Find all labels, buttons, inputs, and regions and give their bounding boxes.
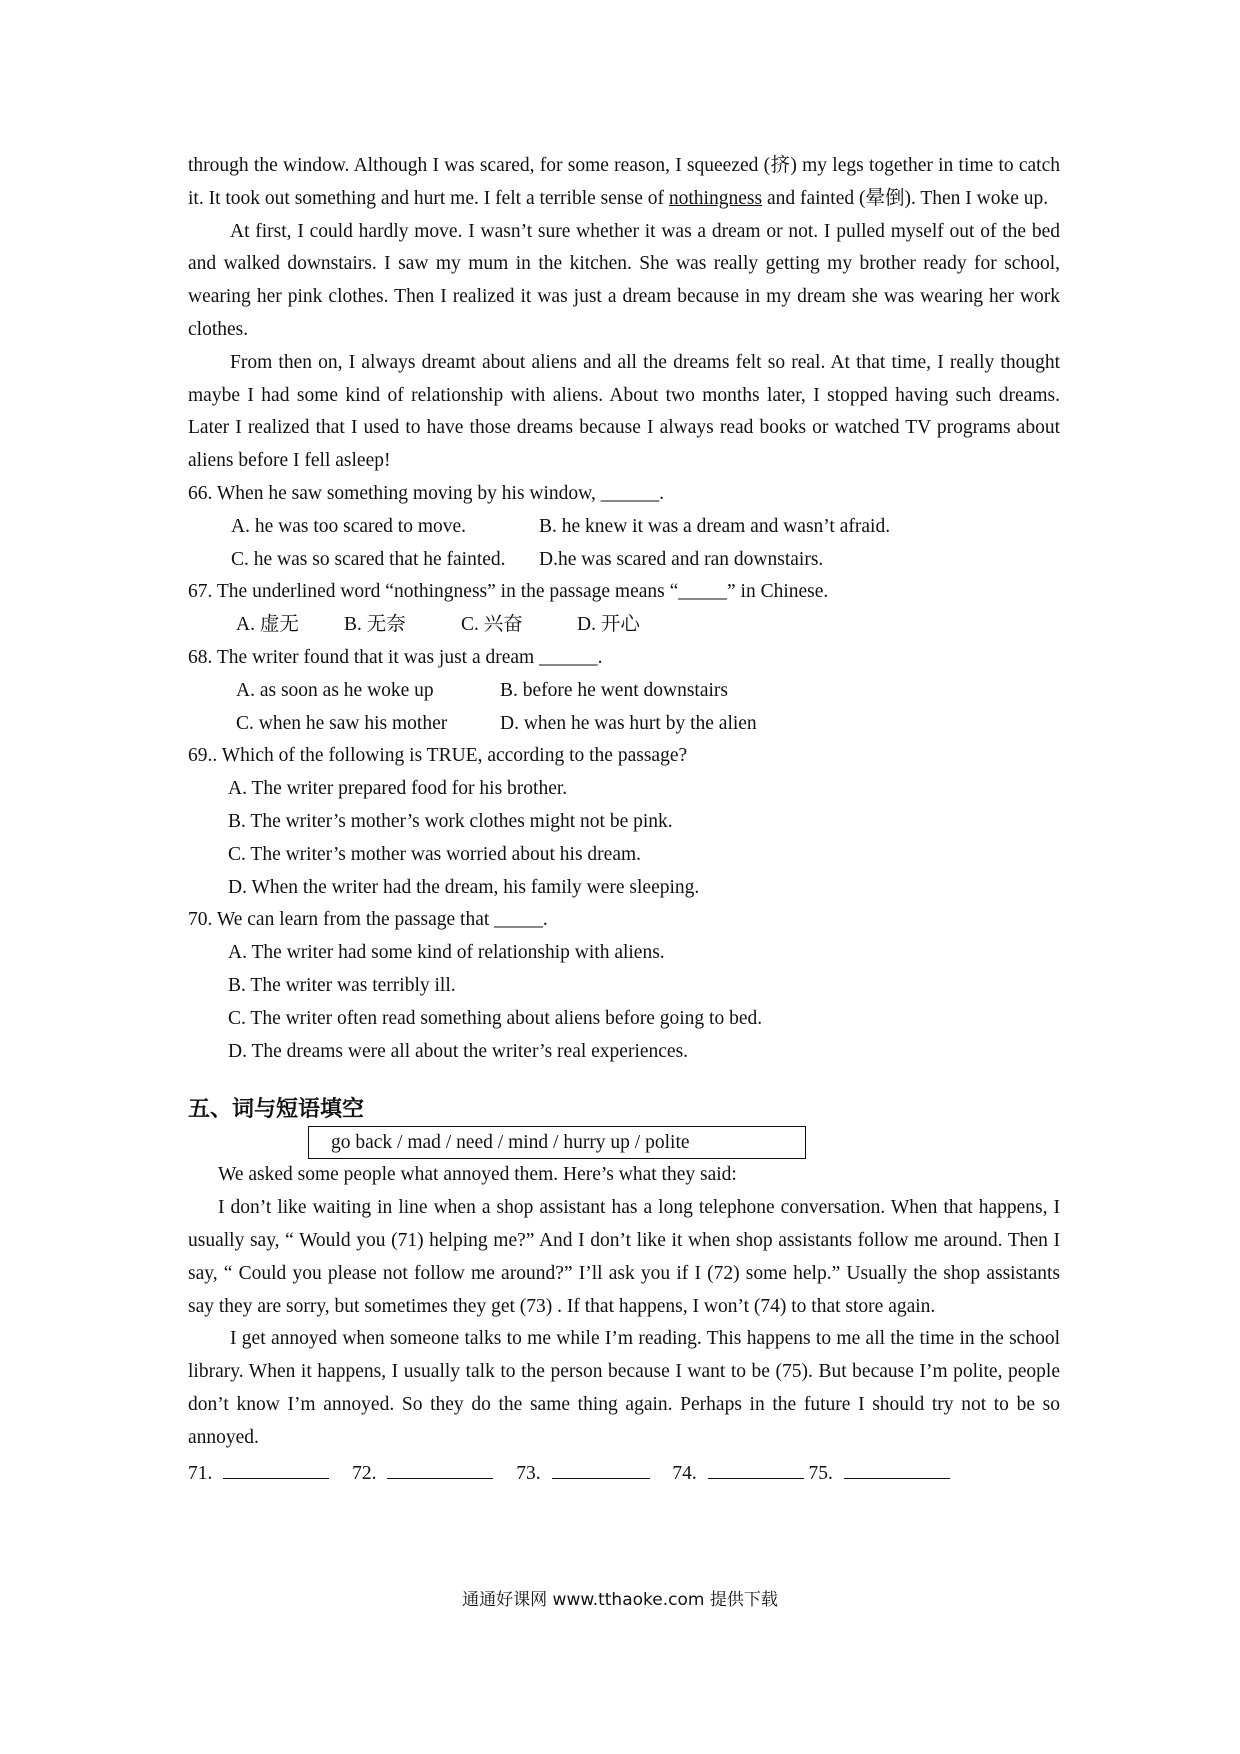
option-a: A. The writer had some kind of relationship with aliens.	[228, 942, 665, 964]
option-b: B. before he went downstairs	[500, 679, 728, 701]
question-68-options-row-2	[188, 708, 1060, 741]
blank-label-73: 73.	[516, 1463, 541, 1485]
option-a: A. as soon as he woke up	[236, 679, 434, 701]
answer-blank-74[interactable]	[708, 1458, 804, 1479]
option-c: C. The writer often read something about aliens before going to bed.	[228, 1007, 763, 1029]
passage-text: and fainted (晕倒). Then I woke up.	[762, 187, 1049, 209]
question-66-options-row-1	[188, 511, 1060, 544]
blank-label-71: 71.	[188, 1463, 213, 1485]
option-d: D. 开心	[577, 614, 640, 636]
underlined-word: nothingness	[668, 187, 763, 209]
option-a: A. he was too scared to move.	[231, 515, 467, 537]
passage-paragraph-3: From then on, I always dreamt about aliens and all the dreams felt so real. At that time, I really thought maybe I had some kind of relationship with aliens. About two months later, I stopped having such dreams. Later I realized that I used to have those dreams because I always read books or watched TV programs about aliens before I fell asleep!	[188, 351, 1060, 472]
option-c: C. The writer’s mother was worried about his dream.	[228, 843, 642, 865]
option-b: B. The writer’s mother’s work clothes might not be pink.	[228, 810, 673, 832]
blank-label-74: 74.	[672, 1463, 697, 1485]
passage-paragraph-1	[188, 150, 1060, 216]
question-67-options	[188, 609, 1060, 642]
blank-label-75: 75.	[808, 1463, 833, 1485]
option-b: B. 无奈	[344, 614, 406, 636]
option-d: D. when he was hurt by the alien	[500, 712, 757, 734]
question-66-options-row-2	[188, 544, 1060, 577]
answer-blanks	[188, 1458, 1060, 1491]
option-b: B. The writer was terribly ill.	[228, 974, 456, 996]
option-d: D. When the writer had the dream, his family were sleeping.	[228, 876, 700, 898]
word-box: go back / mad / need / mind / hurry up / polite	[308, 1126, 806, 1159]
document-page	[188, 150, 1060, 1491]
answer-blank-71[interactable]	[223, 1458, 329, 1479]
option-d: D. The dreams were all about the writer’s real experiences.	[228, 1040, 689, 1062]
passage-text: through the window. Although I was scared, for some reason, I squeezed (挤) my legs together in time to catch it. It took out something and hurt me. I felt a terrible sense of	[188, 155, 1060, 209]
section-title: 五、词与短语填空	[188, 1097, 365, 1123]
blank-label-72: 72.	[352, 1463, 377, 1485]
option-a: A. 虚无	[236, 614, 299, 636]
option-a: A. The writer prepared food for his brother.	[228, 778, 568, 800]
option-d: D.he was scared and ran downstairs.	[539, 548, 824, 570]
page-footer: 通通好课网 www.tthaoke.com 提供下载	[462, 1590, 778, 1610]
question-68-stem: 68. The writer found that it was just a dream ______.	[188, 646, 603, 668]
answer-blank-72[interactable]	[387, 1458, 493, 1479]
option-c: C. 兴奋	[461, 614, 523, 636]
question-67-stem: 67. The underlined word “nothingness” in the passage means “_____” in Chinese.	[188, 581, 829, 603]
question-66-stem: 66. When he saw something moving by his window, ______.	[188, 482, 665, 504]
question-68-options-row-1	[188, 675, 1060, 708]
question-69-stem: 69.. Which of the following is TRUE, according to the passage?	[188, 745, 688, 767]
option-c: C. when he saw his mother	[236, 712, 448, 734]
passage-paragraph-2: At first, I could hardly move. I wasn’t sure whether it was a dream or not. I pulled myself out of the bed and walked downstairs. I saw my mum in the kitchen. She was really getting my brother ready for school, wearing her pink clothes. Then I realized it was just a dream because in my dream she was wearing her work clothes.	[188, 220, 1060, 340]
question-70-stem: 70. We can learn from the passage that _____.	[188, 909, 548, 931]
option-b: B. he knew it was a dream and wasn’t afraid.	[539, 515, 891, 537]
answer-blank-75[interactable]	[844, 1458, 950, 1479]
section-paragraph-1: I don’t like waiting in line when a shop assistant has a long telephone conversation. When that happens, I usually say, “ Would you (71) helping me?” And I don’t like it when shop assistants follow me around. Then I say, “ Could you please not follow me around?” I’ll ask you if I (72) some help.” Usually the shop assistants say they are sorry, but sometimes they get (73) . If that happens, I won’t (74) to that store again.	[188, 1197, 1060, 1317]
answer-blank-73[interactable]	[552, 1458, 650, 1479]
option-c: C. he was so scared that he fainted.	[231, 548, 506, 570]
section-intro: We asked some people what annoyed them. Here’s what they said:	[218, 1164, 737, 1186]
section-paragraph-2: I get annoyed when someone talks to me while I’m reading. This happens to me all the time in the school library. When it happens, I usually talk to the person because I want to be (75). But because I’m polite, people don’t know I’m annoyed. So they do the same thing again. Perhaps in the future I should try not to be so annoyed.	[188, 1328, 1060, 1448]
